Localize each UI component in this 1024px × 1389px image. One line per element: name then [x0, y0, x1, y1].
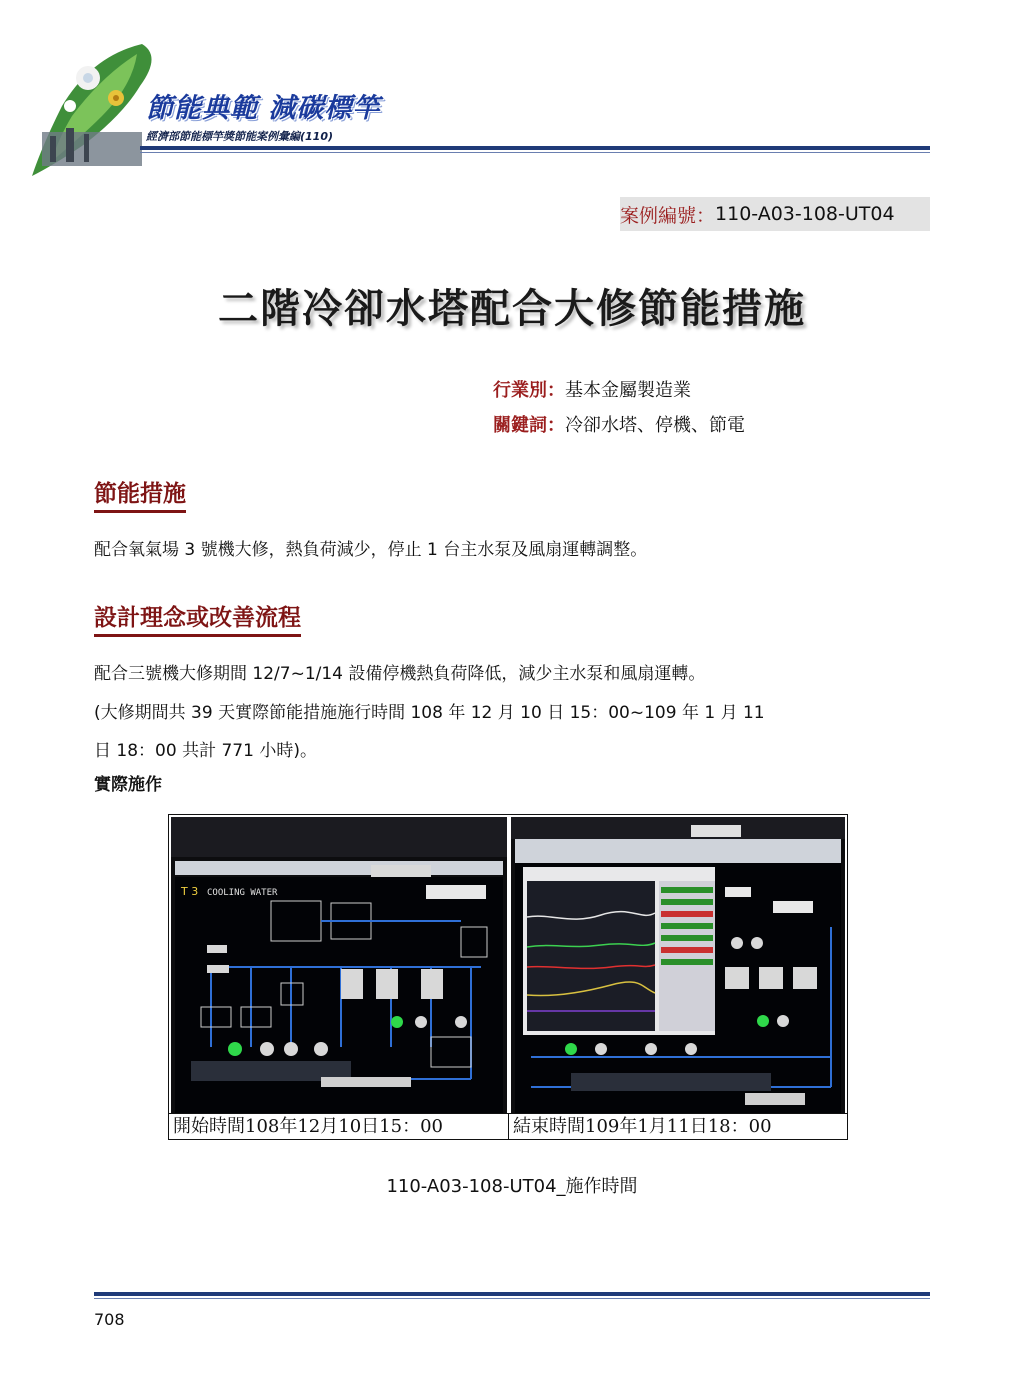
- header-rule: [140, 146, 930, 150]
- header-slogan: 節能典範 減碳標竿: [146, 93, 381, 124]
- footer-rule-thin: [94, 1298, 930, 1299]
- page-title: 二階冷卻水塔配合大修節能措施: [218, 286, 806, 332]
- header-rule-thin: [140, 152, 930, 153]
- industry-value: 基本金屬製造業: [565, 380, 691, 401]
- design-text-line-3: 日 18：00 共計 771 小時)。: [94, 741, 317, 761]
- implementation-figure: [168, 814, 848, 1140]
- measures-text: 配合氧氣場 3 號機大修，熱負荷減少，停止 1 台主水泵及風扇運轉調整。: [94, 540, 648, 560]
- scada-screenshot-end: [511, 817, 845, 1113]
- section-heading-design: 設計理念或改善流程: [94, 599, 301, 637]
- start-time-caption: 開始時間108年12月10日15：00: [169, 1113, 509, 1139]
- section-heading-measures: 節能措施: [94, 475, 186, 513]
- industry-row: [493, 376, 691, 402]
- case-number-value: 110-A03-108-UT04: [715, 203, 895, 225]
- screen-title: COOLING WATER: [207, 888, 278, 898]
- design-text-line-1: 配合三號機大修期間 12/7~1/14 設備停機熱負荷降低，減少主水泵和風扇運轉。: [94, 664, 706, 684]
- industry-label: 行業別：: [493, 380, 565, 401]
- figure-caption: 110-A03-108-UT04_施作時間: [386, 1176, 638, 1197]
- case-number-box: [620, 197, 930, 231]
- keywords-label: 關鍵詞：: [493, 415, 565, 436]
- cooling-water-trend-diagram: [511, 817, 845, 1113]
- footer-rule: [94, 1292, 930, 1296]
- header-subtitle: 經濟部節能標竿獎節能案例彙編(110): [146, 130, 334, 143]
- page-number: 708: [94, 1310, 125, 1329]
- design-text-line-2: (大修期間共 39 天實際節能措施施行時間 108 年 12 月 10 日 15：00~109 年 1 月 11: [94, 703, 765, 723]
- implementation-subheading: 實際施作: [94, 775, 162, 795]
- scada-screenshot-start: [171, 817, 507, 1113]
- keywords-value: 冷卻水塔、停機、節電: [565, 415, 745, 436]
- cooling-water-hmi-diagram: [171, 817, 507, 1113]
- case-number-label: 案例編號：: [620, 204, 716, 227]
- keywords-row: [493, 411, 745, 437]
- end-time-caption: 結束時間109年1月11日18：00: [509, 1113, 847, 1139]
- screen-tag: T 3: [181, 885, 199, 898]
